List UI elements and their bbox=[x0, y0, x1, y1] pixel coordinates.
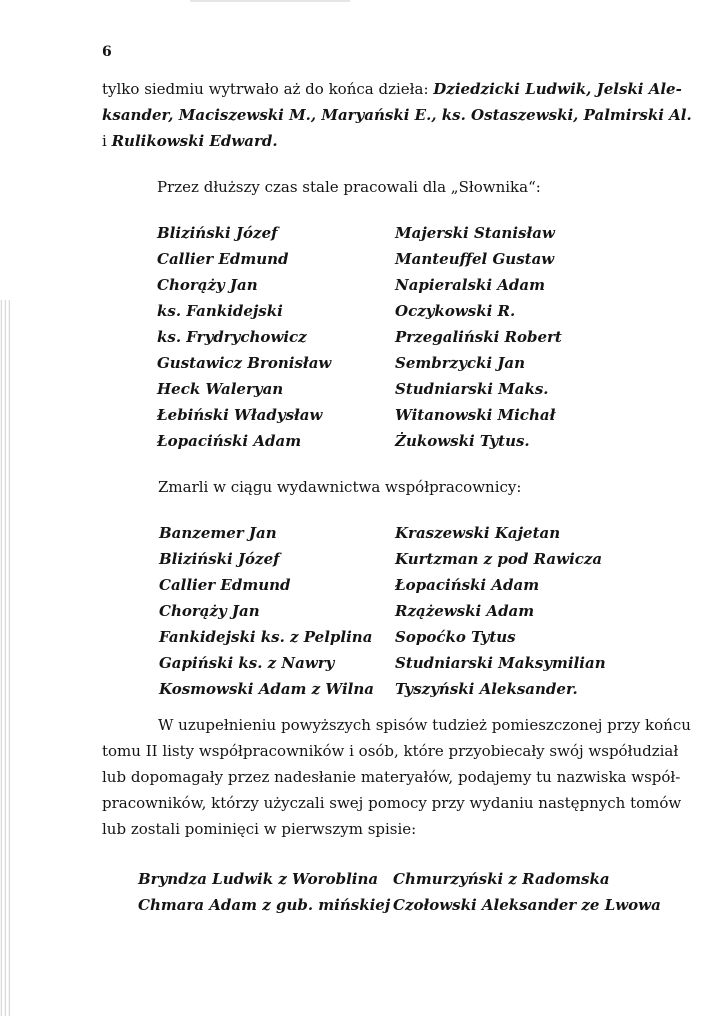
list-item: Łebiński Władysław bbox=[157, 406, 323, 424]
section2-left-column bbox=[159, 520, 374, 702]
list-item: Bliziński Józef bbox=[157, 224, 278, 242]
list-item: Tyszyński Aleksander. bbox=[395, 680, 578, 698]
list-item: Callier Edmund bbox=[157, 250, 289, 268]
list-item: ks. Fankidejski bbox=[157, 302, 283, 320]
list-item: Kraszewski Kajetan bbox=[395, 524, 561, 542]
section2-right-column bbox=[395, 520, 606, 702]
section2-heading: Zmarli w ciągu wydawnictwa współpracownicy: bbox=[158, 478, 522, 496]
intro-line-3 bbox=[102, 128, 648, 154]
list-item: Witanowski Michał bbox=[395, 406, 556, 424]
page-number: 6 bbox=[102, 44, 112, 60]
intro-paragraph bbox=[102, 76, 692, 154]
list-item: Czołowski Aleksander ze Lwowa bbox=[393, 896, 661, 914]
section1-heading: Przez dłuższy czas stale pracowali dla „Słownika“: bbox=[157, 178, 541, 196]
section1-right-column bbox=[395, 220, 562, 454]
list-item: Oczykowski R. bbox=[395, 302, 516, 320]
intro-line-1-names: Dziedzicki Ludwik, Jelski Ale- bbox=[433, 80, 682, 98]
intro-line-3-names: Rulikowski Edward. bbox=[111, 132, 278, 150]
intro-line-2: ksander, Maciszewski M., Maryański E., ks. Ostaszewski, Palmirski Al. bbox=[102, 106, 692, 124]
list-item: Bryndza Ludwik z Woroblina bbox=[138, 870, 379, 888]
list-item: Kosmowski Adam z Wilna bbox=[159, 680, 374, 698]
list-item: Sembrzycki Jan bbox=[395, 354, 526, 372]
list-item: Heck Waleryan bbox=[157, 380, 284, 398]
list-item: Bliziński Józef bbox=[159, 550, 280, 568]
list-item: Gapiński ks. z Nawry bbox=[159, 654, 335, 672]
scan-top-mark bbox=[190, 0, 350, 2]
list-item: Studniarski Maks. bbox=[395, 380, 549, 398]
list-item: Gustawicz Bronisław bbox=[157, 354, 332, 372]
list-item: Banzemer Jan bbox=[159, 524, 277, 542]
list-item: ks. Frydrychowicz bbox=[157, 328, 307, 346]
section3-left-column bbox=[138, 866, 390, 918]
page-spine-edge bbox=[0, 300, 10, 1016]
body-line: pracowników, którzy użyczali swej pomocy przy wydaniu następnych tomów bbox=[102, 794, 682, 812]
list-item: Studniarski Maksymilian bbox=[395, 654, 606, 672]
intro-line-1-text: tylko siedmiu wytrwało aż do końca dzieła: bbox=[102, 80, 434, 98]
list-item: Fankidejski ks. z Pelplina bbox=[159, 628, 373, 646]
intro-line-1 bbox=[102, 76, 682, 102]
list-item: Kurtzman z pod Rawicza bbox=[395, 550, 603, 568]
section3-right-column bbox=[393, 866, 661, 918]
list-item: Sopoćko Tytus bbox=[395, 628, 516, 646]
body-line: lub dopomagały przez nadesłanie materyałów, podajemy tu nazwiska współ- bbox=[102, 768, 681, 786]
body-line: tomu II listy współpracowników i osób, które przyobiecały swój współudział bbox=[102, 742, 679, 760]
list-item: Chorąży Jan bbox=[159, 602, 260, 620]
list-item: Majerski Stanisław bbox=[395, 224, 555, 242]
list-item: Napieralski Adam bbox=[395, 276, 545, 294]
list-item: Callier Edmund bbox=[159, 576, 291, 594]
list-item: Łopaciński Adam bbox=[395, 576, 540, 594]
section1-left-column bbox=[157, 220, 331, 454]
intro-line-3-text: i bbox=[102, 132, 112, 150]
body-line: W uzupełnieniu powyższych spisów tudzież pomieszczonej przy końcu bbox=[158, 716, 691, 734]
list-item: Żukowski Tytus. bbox=[395, 432, 530, 450]
list-item: Manteuffel Gustaw bbox=[395, 250, 555, 268]
list-item: Łopaciński Adam bbox=[157, 432, 302, 450]
body-paragraph bbox=[102, 712, 691, 842]
list-item: Przegaliński Robert bbox=[395, 328, 562, 346]
list-item: Chmara Adam z gub. mińskiej bbox=[138, 896, 391, 914]
list-item: Chorąży Jan bbox=[157, 276, 258, 294]
list-item: Rzążewski Adam bbox=[395, 602, 535, 620]
list-item: Chmurzyński z Radomska bbox=[393, 870, 610, 888]
body-line: lub zostali pominięci w pierwszym spisie: bbox=[102, 820, 417, 838]
